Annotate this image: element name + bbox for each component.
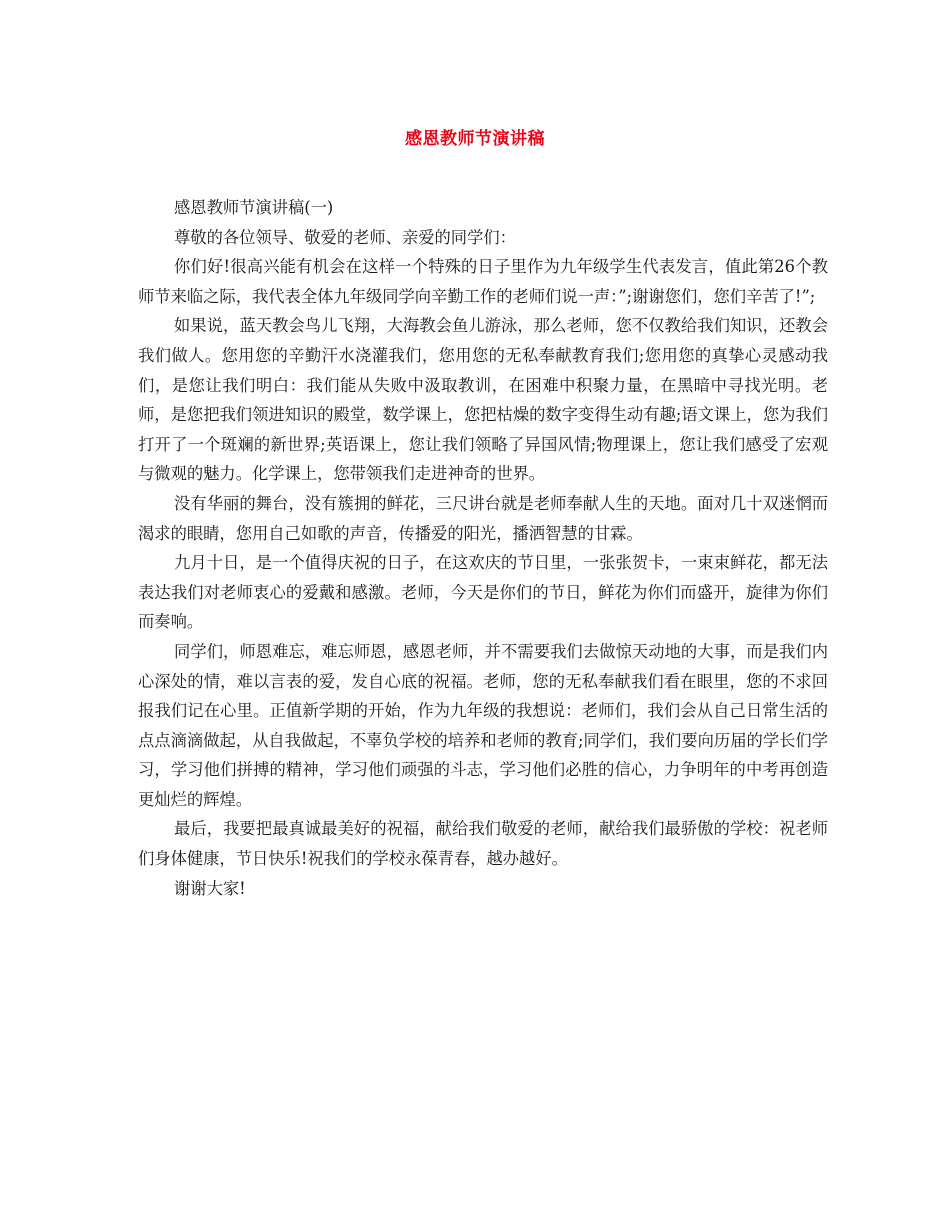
paragraph: 如果说，蓝天教会鸟儿飞翔，大海教会鱼儿游泳，那么老师，您不仅教给我们知识，还教会我们做人。您用您的辛勤汗水浇灌我们，您用您的无私奉献教育我们;您用您的真挚心灵感动我们，是您让我们明白：我们能从失败中汲取教训，在困难中积聚力量，在黑暗中寻找光明。老师，是您把我们领进知识的殿堂，数学课上，您把枯燥的数字变得生动有趣;语文课上，您为我们打开了一个斑斓的新世界;英语课上，您让我们领略了异国风情;物理课上，您让我们感受了宏观与微观的魅力。化学课上，您带领我们走进神奇的世界。: [138, 316, 828, 484]
paragraph: 最后，我要把最真诚最美好的祝福，献给我们敬爱的老师，献给我们最骄傲的学校：祝老师们身体健康，节日快乐!祝我们的学校永葆青春，越办越好。: [138, 819, 828, 869]
paragraph-closing: 谢谢大家!: [174, 878, 246, 898]
paragraph-salutation: 尊敬的各位领导、敬爱的老师、亲爱的同学们：: [174, 227, 516, 247]
document-title: 感恩教师节演讲稿: [405, 129, 545, 149]
paragraph: 九月十日，是一个值得庆祝的日子，在这欢庆的节日里，一张张贺卡，一束束鲜花，都无法表达我们对老师衷心的爱戴和感激。老师，今天是你们的节日，鲜花为你们而盛开，旋律为你们而奏响。: [138, 553, 828, 632]
paragraph: 你们好!很高兴能有机会在这样一个特殊的日子里作为九年级学生代表发言，值此第26个教师节来临之际，我代表全体九年级同学向辛勤工作的老师们说一声：”;谢谢您们，您们辛苦了!”;: [138, 257, 828, 306]
paragraph: 同学们，师恩难忘，难忘师恩，感恩老师，并不需要我们去做惊天动地的大事，而是我们内心深处的情，难以言表的爱，发自心底的祝福。老师，您的无私奉献我们看在眼里，您的不求回报我们记在心里。正值新学期的开始，作为九年级的我想说：老师们，我们会从自己日常生活的点点滴滴做起，从自我做起，不辜负学校的培养和老师的教育;同学们，我们要向历届的学长们学习，学习他们拼搏的精神，学习他们顽强的斗志，学习他们必胜的信心，力争明年的中考再创造更灿烂的辉煌。: [138, 641, 828, 809]
paragraph: 没有华丽的舞台，没有簇拥的鲜花，三尺讲台就是老师奉献人生的天地。面对几十双迷惘而渴求的眼睛，您用自己如歌的声音，传播爱的阳光，播洒智慧的甘霖。: [138, 493, 828, 543]
document-body: [138, 193, 828, 903]
paragraph-heading: 感恩教师节演讲稿(一): [174, 198, 334, 217]
